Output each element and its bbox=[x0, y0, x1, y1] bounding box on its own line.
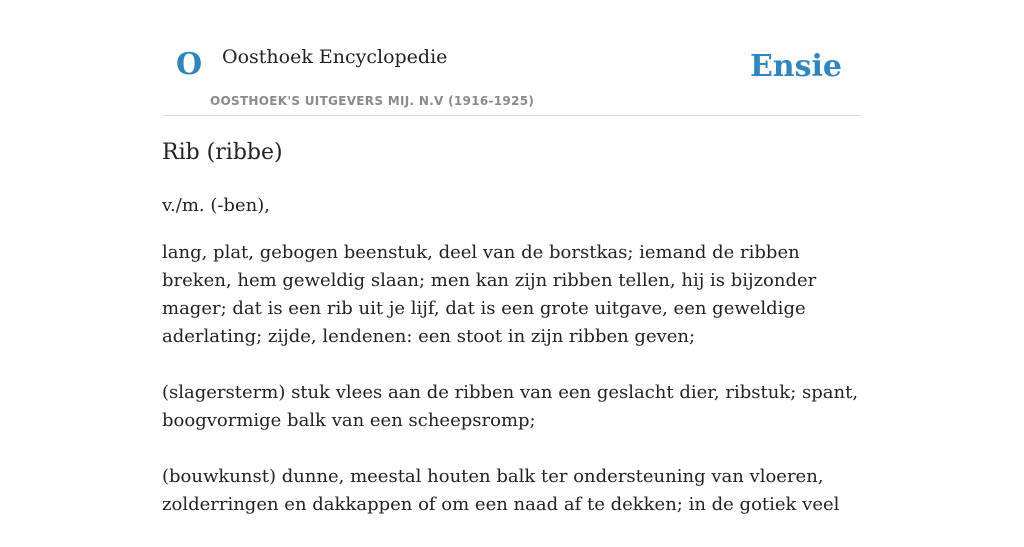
source-title-link[interactable]: Oosthoek Encyclopedie bbox=[222, 46, 448, 68]
entry-title: Rib (ribbe) bbox=[162, 140, 283, 165]
source-publisher: OOSTHOEK'S UITGEVERS MIJ. N.V (1916-1925) bbox=[210, 94, 535, 108]
entry-definition bbox=[162, 239, 862, 547]
source-logo[interactable]: O bbox=[176, 47, 203, 82]
definition-paragraph: (bouwkunst) dunne, meestal houten balk ter ondersteuning van vloeren, zolderringen en dakkappen of om een naad af te dekken; in de gotiek veel bbox=[162, 466, 840, 515]
definition-paragraph: lang, plat, gebogen beenstuk, deel van de borstkas; iemand de ribben breken, hem geweldig slaan; men kan zijn ribben tellen, hij is bijzonder mager; dat is een rib uit je lijf, dat is een grote uitgave, een geweldige aderlating; zijde, lendenen: een stoot in zijn ribben geven; bbox=[162, 242, 817, 347]
page bbox=[162, 0, 862, 515]
definition-paragraph: (slagersterm) stuk vlees aan de ribben van een geslacht dier, ribstuk; spant, boogvormige balk van een scheepsromp; bbox=[162, 382, 859, 431]
entry-grammar: v./m. (-ben), bbox=[162, 195, 270, 216]
source-header bbox=[162, 0, 862, 116]
ensie-logo-link[interactable]: Ensie bbox=[749, 49, 842, 84]
